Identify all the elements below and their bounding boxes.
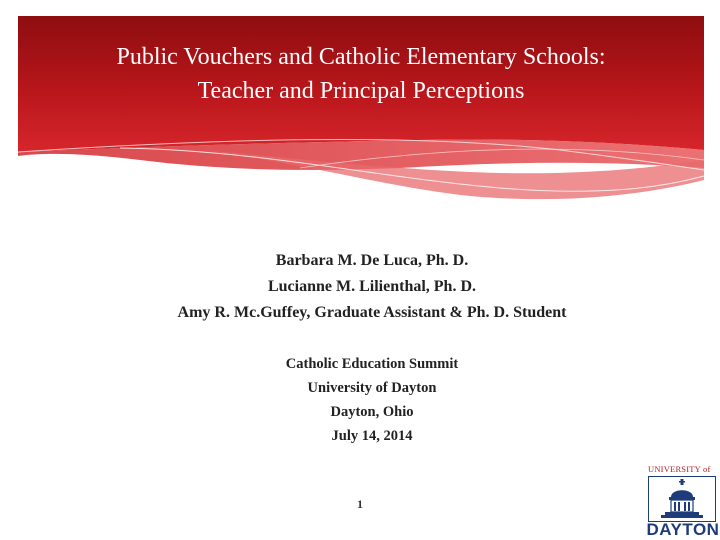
logo-bottom-text: DAYTON bbox=[646, 520, 720, 539]
title-line-1: Public Vouchers and Catholic Elementary Schools: bbox=[116, 44, 606, 70]
title-banner bbox=[0, 0, 720, 210]
author-line: Amy R. Mc.Guffey, Graduate Assistant & Ph. D. Student bbox=[177, 304, 567, 321]
event-location: Dayton, Ohio bbox=[330, 404, 414, 420]
slide-title bbox=[18, 40, 704, 108]
logo-top-text: UNIVERSITY of bbox=[648, 464, 711, 474]
title-line-2: Teacher and Principal Perceptions bbox=[197, 78, 525, 104]
logo-frame bbox=[648, 476, 716, 522]
university-logo bbox=[644, 462, 720, 540]
author-line: Lucianne M. Lilienthal, Ph. D. bbox=[267, 278, 477, 295]
event-venue: University of Dayton bbox=[307, 380, 437, 396]
chapel-dome-icon bbox=[649, 477, 715, 521]
slide-number: 1 bbox=[357, 497, 363, 511]
event-date: July 14, 2014 bbox=[331, 428, 413, 444]
event-name: Catholic Education Summit bbox=[285, 356, 459, 372]
authors-block bbox=[40, 248, 704, 326]
event-block bbox=[222, 352, 522, 448]
author-line: Barbara M. De Luca, Ph. D. bbox=[275, 252, 469, 269]
